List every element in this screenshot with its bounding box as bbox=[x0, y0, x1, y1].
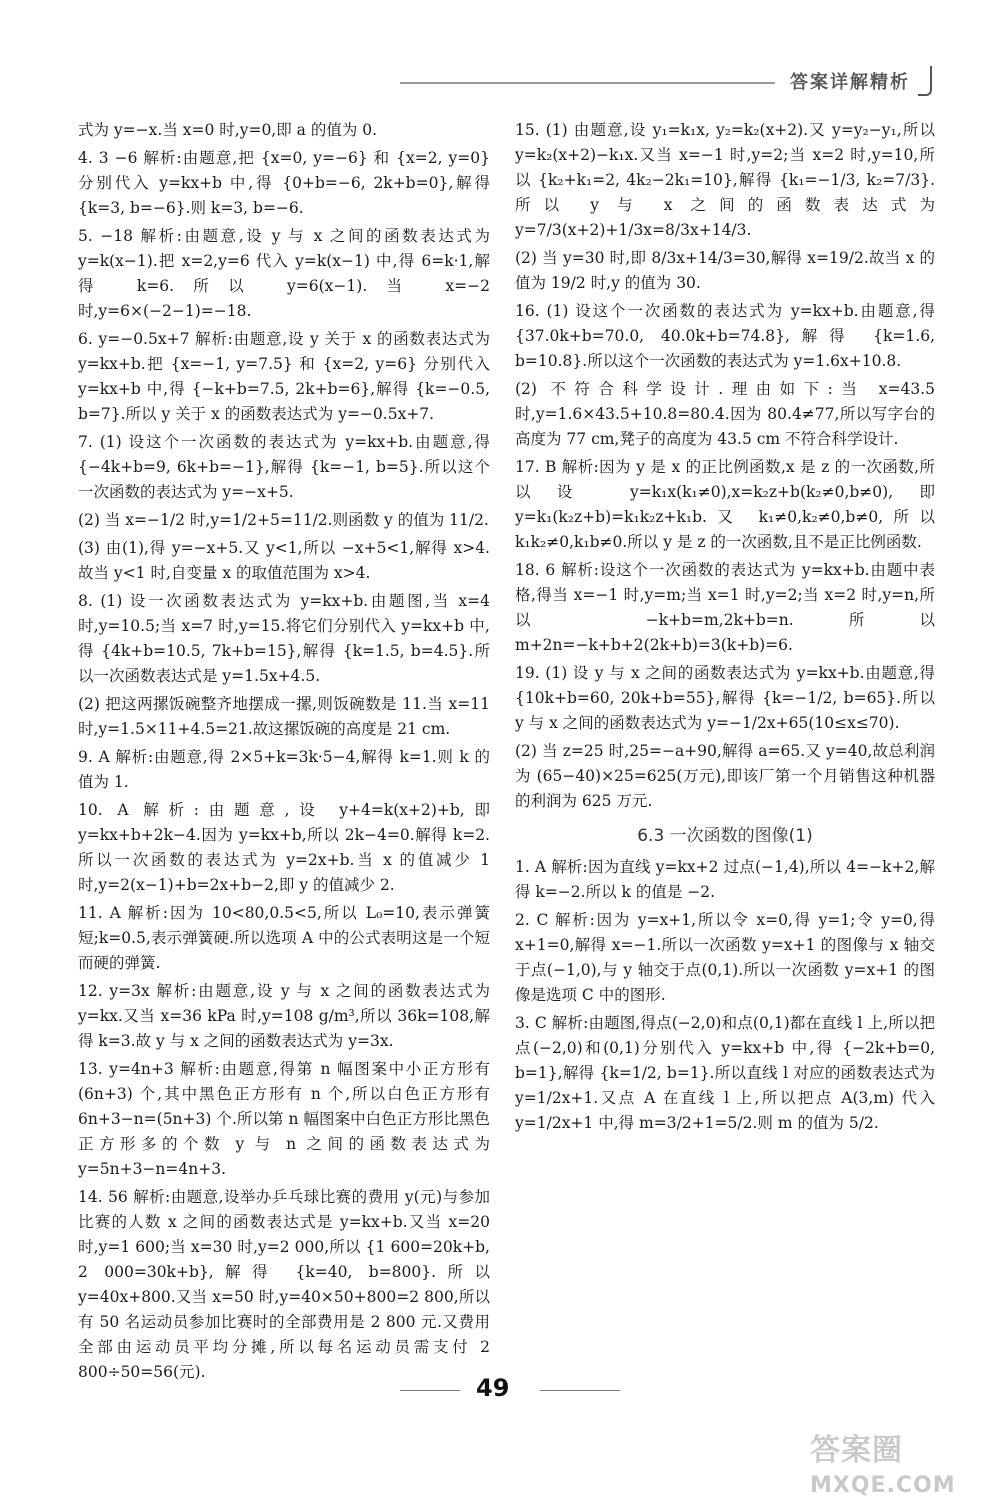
answer-item: 1. A 解析:因为直线 y=kx+2 过点(−1,4),所以 4=−k+2,解得 k=−2.所以 k 的值是 −2. bbox=[515, 858, 935, 901]
answer-item: 18. 6 解析:设这个一次函数的表达式为 y=kx+b.由题中表格,得当 x=−1 时,y=m;当 x=1 时,y=2;当 x=2 时,y=n,所以 −k+b=m,2k+b=n.所以 m+2n=−k+b+2(2k+b)=3(k+b)=6. bbox=[515, 561, 935, 654]
answer-item: 16. (1) 设这个一次函数的表达式为 y=kx+b.由题意,得 {37.0k+b=70.0, 40.0k+b=74.8},解得 {k=1.6, b=10.8}.所以这个一次函数的表达式为 y=1.6x+10.8. bbox=[515, 302, 935, 370]
answer-item: 5. −18 解析:由题意,设 y 与 x 之间的函数表达式为 y=k(x−1).把 x=2,y=6 代入 y=k(x−1) 中,得 6=k·1,解得 k=6.所以 y=6(x−1).当 x=−2 时,y=6×(−2−1)=−18. bbox=[78, 227, 490, 320]
answer-item: (2) 把这两摞饭碗整齐地摆成一摞,则饭碗数是 11.当 x=11 时,y=1.5×11+4.5=21.故这摞饭碗的高度是 21 cm. bbox=[78, 695, 490, 738]
watermark bbox=[810, 1425, 956, 1498]
footer-rule-right bbox=[540, 1390, 620, 1391]
answer-item: 式为 y=−x.当 x=0 时,y=0,即 a 的值为 0. bbox=[78, 121, 378, 139]
answer-item: (2) 当 y=30 时,即 8/3x+14/3=30,解得 x=19/2.故当 x 的值为 19/2 时,y 的值为 30. bbox=[515, 249, 935, 292]
answer-item: (2) 不符合科学设计.理由如下:当 x=43.5 时,y=1.6×43.5+10.8=80.4.因为 80.4≠77,所以写字台的高度为 77 cm,凳子的高度为 43.5 cm 不符合科学设计. bbox=[515, 380, 935, 448]
answer-item: (2) 当 z=25 时,25=−a+90,解得 a=65.又 y=40,故总利润为 (65−40)×25=625(万元),即该厂第一个月销售这种机器的利润为 625 万元. bbox=[515, 742, 935, 810]
answer-item: (2) 当 x=−1/2 时,y=1/2+5=11/2.则函数 y 的值为 11/2. bbox=[78, 511, 489, 529]
answer-item: 15. (1) 由题意,设 y₁=k₁x, y₂=k₂(x+2).又 y=y₂−y₁,所以 y=k₂(x+2)−k₁x.又当 x=−1 时,y=2;当 x=2 时,y=10,所以 {k₂+k₁=2, 4k₂−2k₁=10},解得 {k₁=−1/3, k₂=7/3}.所以 y 与 x 之间的函数表达式为 y=7/3(x+2)+1/3x=8/3x+14/3. bbox=[515, 121, 935, 239]
section-title: 6.3 一次函数的图像(1) bbox=[637, 826, 813, 846]
header-rule bbox=[400, 82, 775, 84]
answer-item: (3) 由(1),得 y=−x+5.又 y<1,所以 −x+5<1,解得 x>4.故当 y<1 时,自变量 x 的取值范围为 x>4. bbox=[78, 539, 490, 582]
header-bracket bbox=[918, 66, 932, 96]
answer-item: 17. B 解析:因为 y 是 x 的正比例函数,x 是 z 的一次函数,所以设 y=k₁x(k₁≠0),x=k₂z+b(k₂≠0,b≠0),即 y=k₁(k₂z+b)=k₁k₂z+k₁b.又 k₁≠0,k₂≠0,b≠0,所以 k₁k₂≠0,k₁b≠0.所以 y 是 z 的一次函数,且不是正比例函数. bbox=[515, 458, 935, 551]
answer-item: 19. (1) 设 y 与 x 之间的函数表达式为 y=kx+b.由题意,得 {10k+b=60, 20k+b=55},解得 {k=−1/2, b=65}.所以 y 与 x 之间的函数表达式为 y=−1/2x+65(10≤x≤70). bbox=[515, 664, 935, 732]
answer-item: 11. A 解析:因为 10<80,0.5<5,所以 L₀=10,表示弹簧短;k=0.5,表示弹簧硬.所以选项 A 中的公式表明这是一个短而硬的弹簧. bbox=[78, 904, 490, 972]
watermark-url: MXQE.COM bbox=[810, 1473, 956, 1498]
answer-item: 4. 3 −6 解析:由题意,把 {x=0, y=−6} 和 {x=2, y=0} 分别代入 y=kx+b 中,得 {0+b=−6, 2k+b=0},解得 {k=3, b=−6}.则 k=3, b=−6. bbox=[78, 149, 490, 217]
answer-item: 6. y=−0.5x+7 解析:由题意,设 y 关于 x 的函数表达式为 y=kx+b.把 {x=−1, y=7.5} 和 {x=2, y=6} 分别代入 y=kx+b 中,得 {−k+b=7.5, 2k+b=6},解得 {k=−0.5, b=7}.所以 y 关于 x 的函数表达式为 y=−0.5x+7. bbox=[78, 330, 490, 423]
answer-item: 10. A 解析:由题意,设 y+4=k(x+2)+b,即 y=kx+b+2k−4.因为 y=kx+b,所以 2k−4=0.解得 k=2.所以一次函数的表达式为 y=2x+b.当 x 的值减少 1 时,y=2(x−1)+b=2x+b−2,即 y 的值减少 2. bbox=[78, 801, 490, 894]
page-number: 49 bbox=[476, 1374, 510, 1402]
footer-rule-left bbox=[400, 1390, 460, 1391]
answer-item: 12. y=3x 解析:由题意,设 y 与 x 之间的函数表达式为 y=kx.又当 x=36 kPa 时,y=108 g/m³,所以 36k=108,解得 k=3.故 y 与 x 之间的函数表达式为 y=3x. bbox=[78, 982, 490, 1050]
left-column bbox=[78, 118, 490, 1388]
answer-item: 9. A 解析:由题意,得 2×5+k=3k·5−4,解得 k=1.则 k 的值为 1. bbox=[78, 748, 490, 791]
header-title: 答案详解精析 bbox=[790, 72, 910, 93]
watermark-text: 答案圈 bbox=[810, 1433, 903, 1468]
answer-item: 2. C 解析:因为 y=x+1,所以令 x=0,得 y=1;令 y=0,得 x+1=0,解得 x=−1.所以一次函数 y=x+1 的图像与 x 轴交于点(−1,0),与 y 轴交于点(0,1).所以一次函数 y=x+1 的图像是选项 C 中的图形. bbox=[515, 911, 935, 1004]
answer-item: 13. y=4n+3 解析:由题意,得第 n 幅图案中小正方形有 (6n+3) 个,其中黑色正方形有 n 个,所以白色正方形有 6n+3−n=(5n+3) 个.所以第 n 幅图案中白色正方形比黑色正方形多的个数 y 与 n 之间的函数表达式为 y=5n+3−n=4n+3. bbox=[78, 1060, 490, 1178]
answer-item: 7. (1) 设这个一次函数的表达式为 y=kx+b.由题意,得 {−4k+b=9, 6k+b=−1},解得 {k=−1, b=5}.所以这个一次函数的表达式为 y=−x+5. bbox=[78, 433, 490, 501]
answer-item: 3. C 解析:由题图,得点(−2,0)和点(0,1)都在直线 l 上,所以把点(−2,0)和(0,1)分别代入 y=kx+b 中,得 {−2k+b=0, b=1},解得 {k=1/2, b=1}.所以直线 l 对应的函数表达式为 y=1/2x+1.又点 A 在直线 l 上,所以把点 A(3,m) 代入 y=1/2x+1 中,得 m=3/2+1=5/2.则 m 的值为 5/2. bbox=[515, 1014, 935, 1132]
right-column bbox=[515, 118, 935, 1139]
answer-item: 14. 56 解析:由题意,设举办乒乓球比赛的费用 y(元)与参加比赛的人数 x 之间的函数表达式是 y=kx+b.又当 x=20 时,y=1 600;当 x=30 时,y=2 000,所以 {1 600=20k+b, 2 000=30k+b},解得 {k=40, b=800}.所以 y=40x+800.又当 x=50 时,y=40×50+800=2 800,所以有 50 名运动员参加比赛时的全部费用是 2 800 元.又费用全部由运动员平均分摊,所以每名运动员需支付 2 800÷50=56(元). bbox=[78, 1188, 490, 1381]
answer-item: 8. (1) 设一次函数表达式为 y=kx+b.由题图,当 x=4 时,y=10.5;当 x=7 时,y=15.将它们分别代入 y=kx+b 中,得 {4k+b=10.5, 7k+b=15},解得 {k=1.5, b=4.5}.所以一次函数表达式是 y=1.5x+4.5. bbox=[78, 592, 490, 685]
